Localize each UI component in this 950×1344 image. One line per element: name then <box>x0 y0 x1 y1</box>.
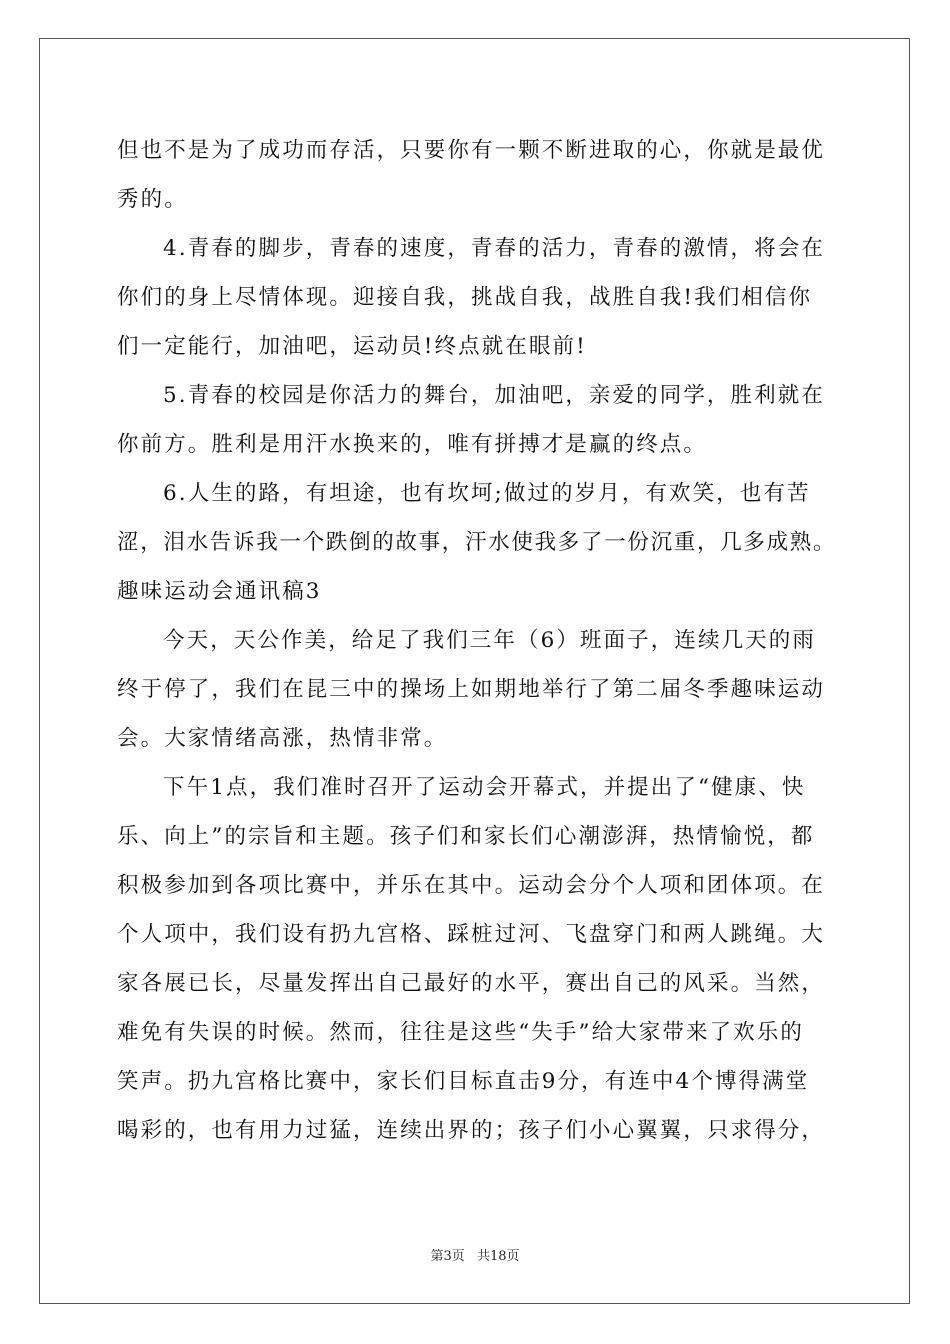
text-line: 积极参加到各项比赛中，并乐在其中。运动会分个人项和团体项。在 <box>117 873 826 898</box>
text-line: 涩，泪水告诉我一个跌倒的故事，汗水使我多了一份沉重，几多成熟。 <box>117 530 837 555</box>
paragraph-start: 下午1点，我们准时召开了运动会开幕式，并提出了“健康、快 <box>163 775 806 800</box>
text-line: 会。大家情绪高涨，热情非常。 <box>117 726 448 751</box>
text-line: 个人项中，我们设有扔九宫格、踩桩过河、飞盘穿门和两人跳绳。大 <box>117 922 826 947</box>
page-total: 共18页 <box>476 1249 520 1264</box>
text-line: 们一定能行，加油吧，运动员!终点就在眼前! <box>117 334 587 359</box>
paragraph-start: 今天，天公作美，给足了我们三年（6）班面子，连续几天的雨 <box>163 628 816 653</box>
text-line: 终于停了，我们在昆三中的操场上如期地举行了第二届冬季趣味运动 <box>117 677 826 702</box>
text-line: 乐、向上”的宗旨和主题。孩子们和家长们心潮澎湃，热情愉悦，都 <box>117 824 815 849</box>
page-footer <box>0 1248 950 1266</box>
document-body <box>117 126 837 1155</box>
text-line: 你们的身上尽情体现。迎接自我，挑战自我，战胜自我!我们相信你 <box>117 285 813 310</box>
paragraph-item-6: 6.人生的路，有坦途，也有坎坷;做过的岁月，有欢笑，也有苦 <box>163 481 811 506</box>
text-line: 但也不是为了成功而存活，只要你有一颗不断进取的心，你就是最优 <box>117 138 826 163</box>
text-line: 家各展已长，尽量发挥出自己最好的水平，赛出自己的风采。当然， <box>117 971 826 996</box>
text-line: 你前方。胜利是用汗水换来的，唯有拼搏才是赢的终点。 <box>117 432 708 457</box>
text-line: 笑声。扔九宫格比赛中，家长们目标直击9分，有连中4个博得满堂 <box>117 1069 810 1094</box>
text-line: 难免有失误的时候。然而，往往是这些“失手”给大家带来了欢乐的 <box>117 1020 804 1045</box>
page-number: 第3页 <box>430 1249 465 1264</box>
section-heading: 趣味运动会通讯稿3 <box>117 579 322 604</box>
paragraph-item-5: 5.青春的校园是你活力的舞台，加油吧，亲爱的同学，胜利就在 <box>163 383 825 408</box>
text-line: 喝彩的，也有用力过猛，连续出界的；孩子们小心翼翼，只求得分， <box>117 1118 826 1143</box>
paragraph-item-4: 4.青春的脚步，青春的速度，青春的活力，青春的激情，将会在 <box>163 236 825 261</box>
text-line: 秀的。 <box>117 187 188 212</box>
